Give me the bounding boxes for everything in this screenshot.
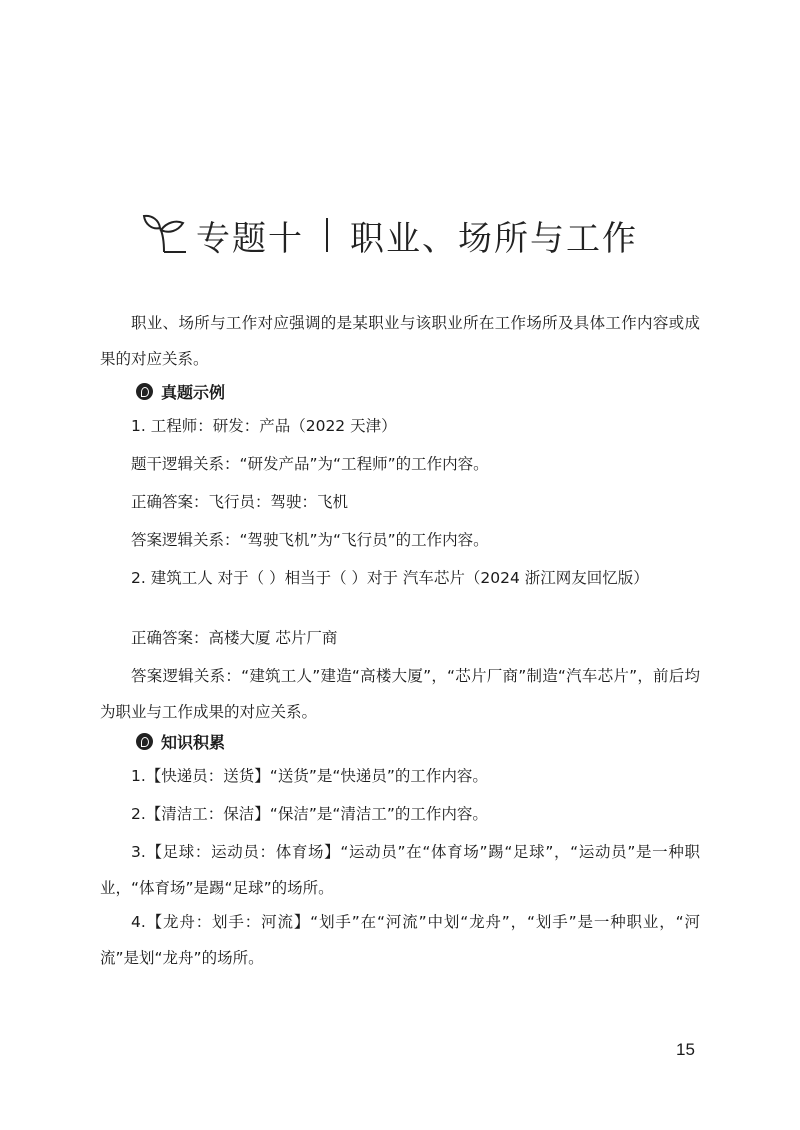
- section-title: 真题示例: [161, 382, 226, 402]
- intro-paragraph: 职业、场所与工作对应强调的是某职业与该职业所在工作场所及具体工作内容或成果的对应关系。: [100, 314, 700, 368]
- section-title: 知识积累: [161, 732, 226, 752]
- title-divider: [326, 218, 328, 252]
- list-item: 正确答案：飞行员：驾驶：飞机: [131, 493, 349, 511]
- list-item: 答案逻辑关系：“驾驶飞机”为“飞行员”的工作内容。: [131, 531, 489, 549]
- chapter-title: [140, 200, 638, 270]
- section-heading-examples: [136, 376, 225, 406]
- list-item: 2.【清洁工：保洁】“保洁”是“清洁工”的工作内容。: [131, 805, 488, 823]
- list-item: 1.【快递员：送货】“送货”是“快递员”的工作内容。: [131, 767, 488, 785]
- list-item: 题干逻辑关系：“研发产品”为“工程师”的工作内容。: [131, 455, 489, 473]
- list-item: 答案逻辑关系：“建筑工人”建造“高楼大厦”，“芯片厂商”制造“汽车芯片”，前后均为职业与工作成果的对应关系。: [100, 667, 700, 721]
- list-item: 正确答案：高楼大厦 芯片厂商: [131, 629, 338, 647]
- page-number: 15: [676, 1040, 695, 1059]
- list-item: 4.【龙舟：划手：河流】“划手”在“河流”中划“龙舟”，“划手”是一种职业，“河流”是划“龙舟”的场所。: [100, 913, 700, 967]
- section-heading-knowledge: [136, 726, 225, 756]
- list-item: 2. 建筑工人 对于（ ）相当于（ ）对于 汽车芯片（2024 浙江网友回忆版）: [131, 569, 649, 587]
- chapter-name: 职业、场所与工作: [350, 218, 638, 259]
- leaf-badge-icon: [136, 733, 153, 750]
- list-item: 3.【足球：运动员：体育场】“运动员”在“体育场”踢“足球”，“运动员”是一种职业，“体育场”是踢“足球”的场所。: [100, 843, 700, 897]
- sprout-icon: [140, 212, 190, 258]
- leaf-badge-icon: [136, 383, 153, 400]
- list-item: 1. 工程师：研发：产品（2022 天津）: [131, 417, 397, 435]
- chapter-number: 专题十: [196, 218, 304, 259]
